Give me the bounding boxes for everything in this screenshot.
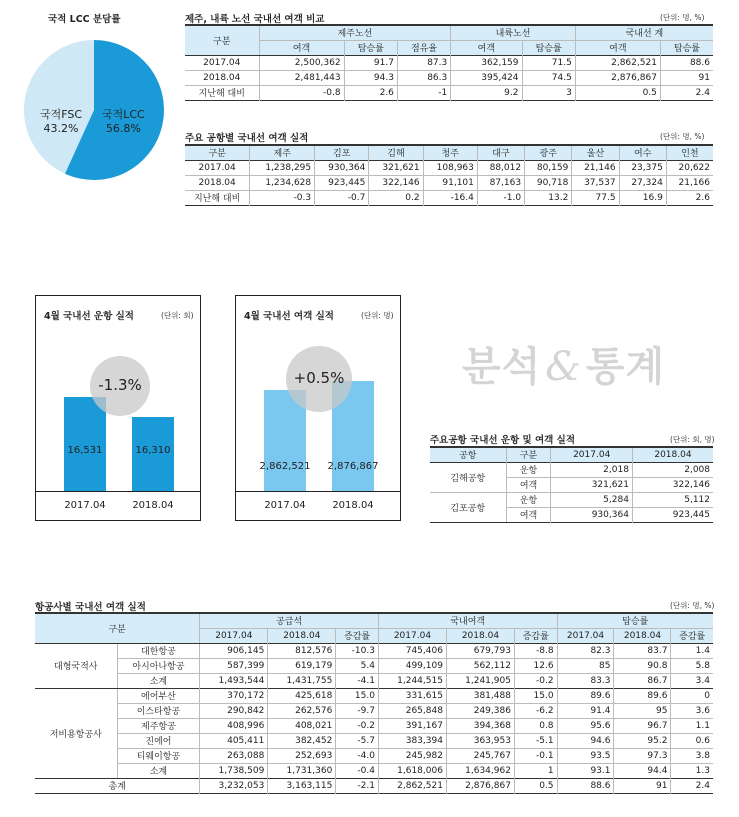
table-cell: 930,364 <box>315 160 369 175</box>
table-cell: 91.7 <box>344 55 397 70</box>
table-cell: 290,842 <box>200 703 268 718</box>
table-cell: 1.3 <box>671 763 713 778</box>
table-cell: 에어부산 <box>117 688 200 703</box>
table-cell: 1,234,628 <box>250 175 315 190</box>
table-cell: 923,445 <box>632 507 713 522</box>
table-cell: 5,112 <box>632 492 713 507</box>
table-cell: 923,445 <box>315 175 369 190</box>
table-cell: 2.6 <box>344 85 397 100</box>
section-name: 저비용항공사 <box>35 688 117 778</box>
t2-unit: (단위: 명, %) <box>660 132 705 141</box>
table-cell: -0.3 <box>250 190 315 205</box>
t4-h-group-0: 공급석 <box>200 613 379 628</box>
table-cell: 1,238,295 <box>250 160 315 175</box>
table-cell: -9.7 <box>336 703 379 718</box>
table-cell: 2.6 <box>666 190 713 205</box>
table-cell: 13.2 <box>525 190 572 205</box>
table-route-compare <box>185 24 713 101</box>
pie-label-lcc-name: 국적LCC <box>102 108 145 121</box>
table-cell: 87.3 <box>397 55 450 70</box>
t1-h-sub: 탑승률 <box>522 40 575 55</box>
t1-h-group-1: 내륙노선 <box>451 25 576 40</box>
table-cell: 391,167 <box>378 718 446 733</box>
table-header-cell: 2018.04 <box>632 447 713 462</box>
table-cell: 소계 <box>117 673 200 688</box>
table-cell: 23,375 <box>619 160 666 175</box>
table-cell: 382,452 <box>268 733 336 748</box>
table-row <box>185 175 713 190</box>
table-cell: 262,576 <box>268 703 336 718</box>
table-cell: 86.3 <box>397 70 450 85</box>
t1-h-sub: 여객 <box>259 40 344 55</box>
table-cell: 88.6 <box>557 778 614 793</box>
table-row <box>430 462 713 477</box>
t4-h-group-2: 탑승률 <box>557 613 713 628</box>
table-cell: 2,862,521 <box>575 55 660 70</box>
watermark-amp: & <box>545 344 582 390</box>
t1-h-sub: 여객 <box>575 40 660 55</box>
table-cell: 86.7 <box>614 673 671 688</box>
table-cell: 88.6 <box>660 55 713 70</box>
table-row <box>35 763 713 778</box>
table-cell: 3,163,115 <box>268 778 336 793</box>
pie-label-lcc <box>102 108 145 136</box>
table-cell: 2,862,521 <box>378 778 446 793</box>
table-cell: 제주항공 <box>117 718 200 733</box>
table-header-cell: 증감률 <box>336 628 379 643</box>
table-cell: 812,576 <box>268 643 336 658</box>
table-airport-ops <box>430 446 713 523</box>
table-cell: 0.5 <box>575 85 660 100</box>
table-cell: -5.7 <box>336 733 379 748</box>
table-cell: 3.4 <box>671 673 713 688</box>
table-cell: 5.4 <box>336 658 379 673</box>
table-cell: -0.7 <box>315 190 369 205</box>
pie-title: 국적 LCC 분담률 <box>48 14 121 25</box>
table-cell: 89.6 <box>557 688 614 703</box>
bar2-cat-2017: 2017.04 <box>264 500 306 511</box>
table-cell: 대한항공 <box>117 643 200 658</box>
bar2-label-2018: 2,876,867 <box>327 461 379 472</box>
table-cell: 9.2 <box>451 85 522 100</box>
table-cell: 89.6 <box>614 688 671 703</box>
table-cell: 3.8 <box>671 748 713 763</box>
bar2-label-2017: 2,862,521 <box>259 461 311 472</box>
table-cell: 499,109 <box>378 658 446 673</box>
table-cell: 27,324 <box>619 175 666 190</box>
table-cell: -0.2 <box>336 718 379 733</box>
table-cell: 83.3 <box>557 673 614 688</box>
table-cell: 405,411 <box>200 733 268 748</box>
table-cell: 94.3 <box>344 70 397 85</box>
table-row <box>35 658 713 673</box>
table-cell: 94.6 <box>557 733 614 748</box>
table-cell: 252,693 <box>268 748 336 763</box>
table-header-cell: 증감률 <box>671 628 713 643</box>
table-header-cell: 2018.04 <box>446 628 514 643</box>
pie-label-lcc-value: 56.8% <box>105 122 141 135</box>
table-cell: 93.5 <box>557 748 614 763</box>
table-cell: 37,537 <box>572 175 619 190</box>
table-row <box>35 733 713 748</box>
table-cell: -0.1 <box>514 748 557 763</box>
table-cell: 745,406 <box>378 643 446 658</box>
table-cell: 1,738,509 <box>200 763 268 778</box>
t4-h-gubun: 구분 <box>35 613 200 643</box>
t3-unit: (단위: 회, 명) <box>670 435 715 444</box>
table-cell: 이스타항공 <box>117 703 200 718</box>
airport-name: 김포공항 <box>430 492 506 522</box>
table-cell: 408,021 <box>268 718 336 733</box>
table-header-cell: 여수 <box>619 145 666 160</box>
table-cell: 여객 <box>506 477 551 492</box>
bar1-cat-2018: 2018.04 <box>132 500 174 511</box>
table-header-cell: 2017.04 <box>551 447 632 462</box>
table-cell: 0.5 <box>514 778 557 793</box>
table-cell: 80,159 <box>525 160 572 175</box>
table-airport-passengers <box>185 144 713 206</box>
table-cell: 91,101 <box>423 175 477 190</box>
t1-h-sub: 점유율 <box>397 40 450 55</box>
section-name: 대형국적사 <box>35 643 117 688</box>
pie-label-fsc-value: 43.2% <box>43 122 79 135</box>
pie-label-fsc <box>40 108 82 136</box>
table-cell: 74.5 <box>522 70 575 85</box>
table-cell: 2018.04 <box>203 72 241 83</box>
table-cell: 진에어 <box>117 733 200 748</box>
table-cell: 20,622 <box>666 160 713 175</box>
t4-title: 항공사별 국내선 여객 실적 <box>35 602 146 613</box>
t1-unit: (단위: 명, %) <box>660 13 705 22</box>
bar2-axis <box>236 491 400 492</box>
table-cell: 321,621 <box>369 160 423 175</box>
table-cell: 381,488 <box>446 688 514 703</box>
table-cell: 1,244,515 <box>378 673 446 688</box>
table-cell: 2,500,362 <box>259 55 344 70</box>
watermark-right: 통계 <box>585 344 666 390</box>
table-cell: 96.7 <box>614 718 671 733</box>
watermark-left: 분석 <box>462 344 542 390</box>
table-cell: 운항 <box>506 492 551 507</box>
bar-chart-flights <box>35 295 201 521</box>
table-cell: 0 <box>671 688 713 703</box>
table-row <box>35 688 713 703</box>
table-cell: 여객 <box>506 507 551 522</box>
table-cell: 321,621 <box>551 477 632 492</box>
table-cell: 0.2 <box>369 190 423 205</box>
table-row <box>35 643 713 658</box>
table-header-cell: 제주 <box>250 145 315 160</box>
table-header-cell: 2017.04 <box>200 628 268 643</box>
t3-title: 주요공항 국내선 운항 및 여객 실적 <box>430 435 576 446</box>
table-cell: 1,618,006 <box>378 763 446 778</box>
table-header-cell: 청주 <box>423 145 477 160</box>
table-cell: 263,088 <box>200 748 268 763</box>
table-cell: 245,982 <box>378 748 446 763</box>
table-row <box>35 718 713 733</box>
table-cell: 총계 <box>108 782 126 792</box>
table-cell: 71.5 <box>522 55 575 70</box>
table-header-cell: 공항 <box>459 451 477 462</box>
table-cell: 93.1 <box>557 763 614 778</box>
table-cell: 91.4 <box>557 703 614 718</box>
table-cell: 94.4 <box>614 763 671 778</box>
bar1-cat-2017: 2017.04 <box>64 500 106 511</box>
table-header-cell: 인천 <box>666 145 713 160</box>
table-cell: 3 <box>522 85 575 100</box>
table-cell: 21,166 <box>666 175 713 190</box>
table-cell: -2.1 <box>336 778 379 793</box>
t1-h-group-2: 국내선 계 <box>575 25 713 40</box>
table-cell: -5.1 <box>514 733 557 748</box>
table-cell: 82.3 <box>557 643 614 658</box>
t2-title: 주요 공항별 국내선 여객 실적 <box>185 133 309 144</box>
table-cell: 108,963 <box>423 160 477 175</box>
table-row <box>185 160 713 175</box>
bar1-title: 4월 국내선 운항 실적 <box>44 311 134 322</box>
table-cell: 1,731,360 <box>268 763 336 778</box>
table-header-cell: 2017.04 <box>557 628 614 643</box>
table-cell: 2,008 <box>632 462 713 477</box>
table-cell: 265,848 <box>378 703 446 718</box>
table-header-cell: 2017.04 <box>378 628 446 643</box>
table-cell: 3,232,053 <box>200 778 268 793</box>
table-cell: 2,481,443 <box>259 70 344 85</box>
table-cell: 906,145 <box>200 643 268 658</box>
table-header-cell: 2018.04 <box>614 628 671 643</box>
bar1-unit: (단위: 회) <box>161 311 194 320</box>
table-header-cell: 대구 <box>477 145 524 160</box>
table-cell: -0.4 <box>336 763 379 778</box>
table-cell: -8.8 <box>514 643 557 658</box>
table-cell: 91 <box>660 70 713 85</box>
airport-name: 김해공항 <box>430 462 506 492</box>
table-cell: 249,386 <box>446 703 514 718</box>
table-row <box>185 85 713 100</box>
table-row <box>35 703 713 718</box>
table-cell: 운항 <box>506 462 551 477</box>
table-cell: -1.0 <box>477 190 524 205</box>
table-cell: 95 <box>614 703 671 718</box>
table-cell: 679,793 <box>446 643 514 658</box>
bar1-change: -1.3% <box>98 376 142 394</box>
table-cell: 1 <box>514 763 557 778</box>
table-cell: -1 <box>397 85 450 100</box>
table-cell: 2017.04 <box>203 57 241 68</box>
table-cell: 408,996 <box>200 718 268 733</box>
t1-h-group-0: 제주노선 <box>259 25 451 40</box>
bar1-axis <box>36 491 200 492</box>
table-header-cell: 증감률 <box>514 628 557 643</box>
table-cell: 87,163 <box>477 175 524 190</box>
table-cell: -10.3 <box>336 643 379 658</box>
table-cell: 331,615 <box>378 688 446 703</box>
table-cell: 2,876,867 <box>575 70 660 85</box>
table-cell: 90,718 <box>525 175 572 190</box>
bar2-change: +0.5% <box>293 369 345 387</box>
table-cell: 16.9 <box>619 190 666 205</box>
watermark <box>462 335 665 392</box>
table-cell: 1,241,905 <box>446 673 514 688</box>
table-header-cell: 구분 <box>208 149 226 160</box>
table-cell: 245,767 <box>446 748 514 763</box>
table-cell: 322,146 <box>632 477 713 492</box>
table-cell: 아시아나항공 <box>117 658 200 673</box>
table-cell: 362,159 <box>451 55 522 70</box>
bar1-label-2018: 16,310 <box>135 445 171 456</box>
table-cell: 5.8 <box>671 658 713 673</box>
bar1-label-2017: 16,531 <box>67 445 103 456</box>
table-cell: 77.5 <box>572 190 619 205</box>
t1-h-sub: 탑승률 <box>344 40 397 55</box>
table-header-cell: 2018.04 <box>268 628 336 643</box>
table-row <box>185 55 713 70</box>
bar2-cat-2018: 2018.04 <box>332 500 374 511</box>
table-cell: 1,431,755 <box>268 673 336 688</box>
table-cell: 15.0 <box>336 688 379 703</box>
table-cell: 930,364 <box>551 507 632 522</box>
t1-h-sub: 탑승률 <box>660 40 713 55</box>
table-cell: 1.1 <box>671 718 713 733</box>
table-row <box>185 70 713 85</box>
table-cell: 1,634,962 <box>446 763 514 778</box>
pie-label-fsc-name: 국적FSC <box>40 108 83 121</box>
table-cell: 88,012 <box>477 160 524 175</box>
table-cell: 383,394 <box>378 733 446 748</box>
table-header-cell: 구분 <box>506 447 551 462</box>
table-cell: 425,618 <box>268 688 336 703</box>
table-cell: 562,112 <box>446 658 514 673</box>
table-cell: 1,493,544 <box>200 673 268 688</box>
table-cell: -4.1 <box>336 673 379 688</box>
table-row <box>430 492 713 507</box>
t4-h-group-1: 국내여객 <box>378 613 557 628</box>
table-cell: 0.6 <box>671 733 713 748</box>
table-cell: 2,018 <box>551 462 632 477</box>
t4-unit: (단위: 명, %) <box>670 601 715 610</box>
table-cell: -0.2 <box>514 673 557 688</box>
table-cell: 363,953 <box>446 733 514 748</box>
t1-h-gubun: 구분 <box>185 25 259 55</box>
bar2-title: 4월 국내선 여객 실적 <box>244 311 334 322</box>
table-row <box>35 673 713 688</box>
table-cell: 3.6 <box>671 703 713 718</box>
table-cell: 91 <box>614 778 671 793</box>
table-cell: 619,179 <box>268 658 336 673</box>
table-cell: 1.4 <box>671 643 713 658</box>
table-cell: 95.2 <box>614 733 671 748</box>
table-cell: 394,368 <box>446 718 514 733</box>
table-cell: 83.7 <box>614 643 671 658</box>
table-cell: 370,172 <box>200 688 268 703</box>
table-cell: 21,146 <box>572 160 619 175</box>
table-cell: 97.3 <box>614 748 671 763</box>
table-header-cell: 광주 <box>525 145 572 160</box>
table-header-cell: 김해 <box>369 145 423 160</box>
table-cell: 90.8 <box>614 658 671 673</box>
table-cell: 0.8 <box>514 718 557 733</box>
table-cell: 티웨이항공 <box>117 748 200 763</box>
table-cell: 95.6 <box>557 718 614 733</box>
table-cell: 85 <box>557 658 614 673</box>
table-cell: 395,424 <box>451 70 522 85</box>
table-cell: 2.4 <box>671 778 713 793</box>
table-cell: 587,399 <box>200 658 268 673</box>
bar-chart-passengers <box>235 295 401 521</box>
table-cell: 322,146 <box>369 175 423 190</box>
table-cell: 지난해 대비 <box>193 194 241 204</box>
table-header-cell: 김포 <box>315 145 369 160</box>
table-cell: 12.6 <box>514 658 557 673</box>
table-cell: 2.4 <box>660 85 713 100</box>
t1-h-sub: 여객 <box>451 40 522 55</box>
table-row <box>35 748 713 763</box>
table-header-cell: 울산 <box>572 145 619 160</box>
table-cell: 2,876,867 <box>446 778 514 793</box>
table-cell: 소계 <box>117 763 200 778</box>
table-cell: -6.2 <box>514 703 557 718</box>
table-cell: 지난해 대비 <box>198 89 245 99</box>
table-airline-passengers <box>35 612 713 794</box>
table-row <box>185 190 713 205</box>
bar2-unit: (단위: 명) <box>361 311 394 320</box>
table-cell: 2017.04 <box>198 162 236 173</box>
table-cell: -0.8 <box>259 85 344 100</box>
table-total-row <box>35 778 713 793</box>
table-cell: -16.4 <box>423 190 477 205</box>
table-cell: 5,284 <box>551 492 632 507</box>
table-cell: 2018.04 <box>198 177 236 188</box>
table-cell: 15.0 <box>514 688 557 703</box>
t1-title: 제주, 내륙 노선 국내선 여객 비교 <box>185 14 325 25</box>
table-cell: -4.0 <box>336 748 379 763</box>
